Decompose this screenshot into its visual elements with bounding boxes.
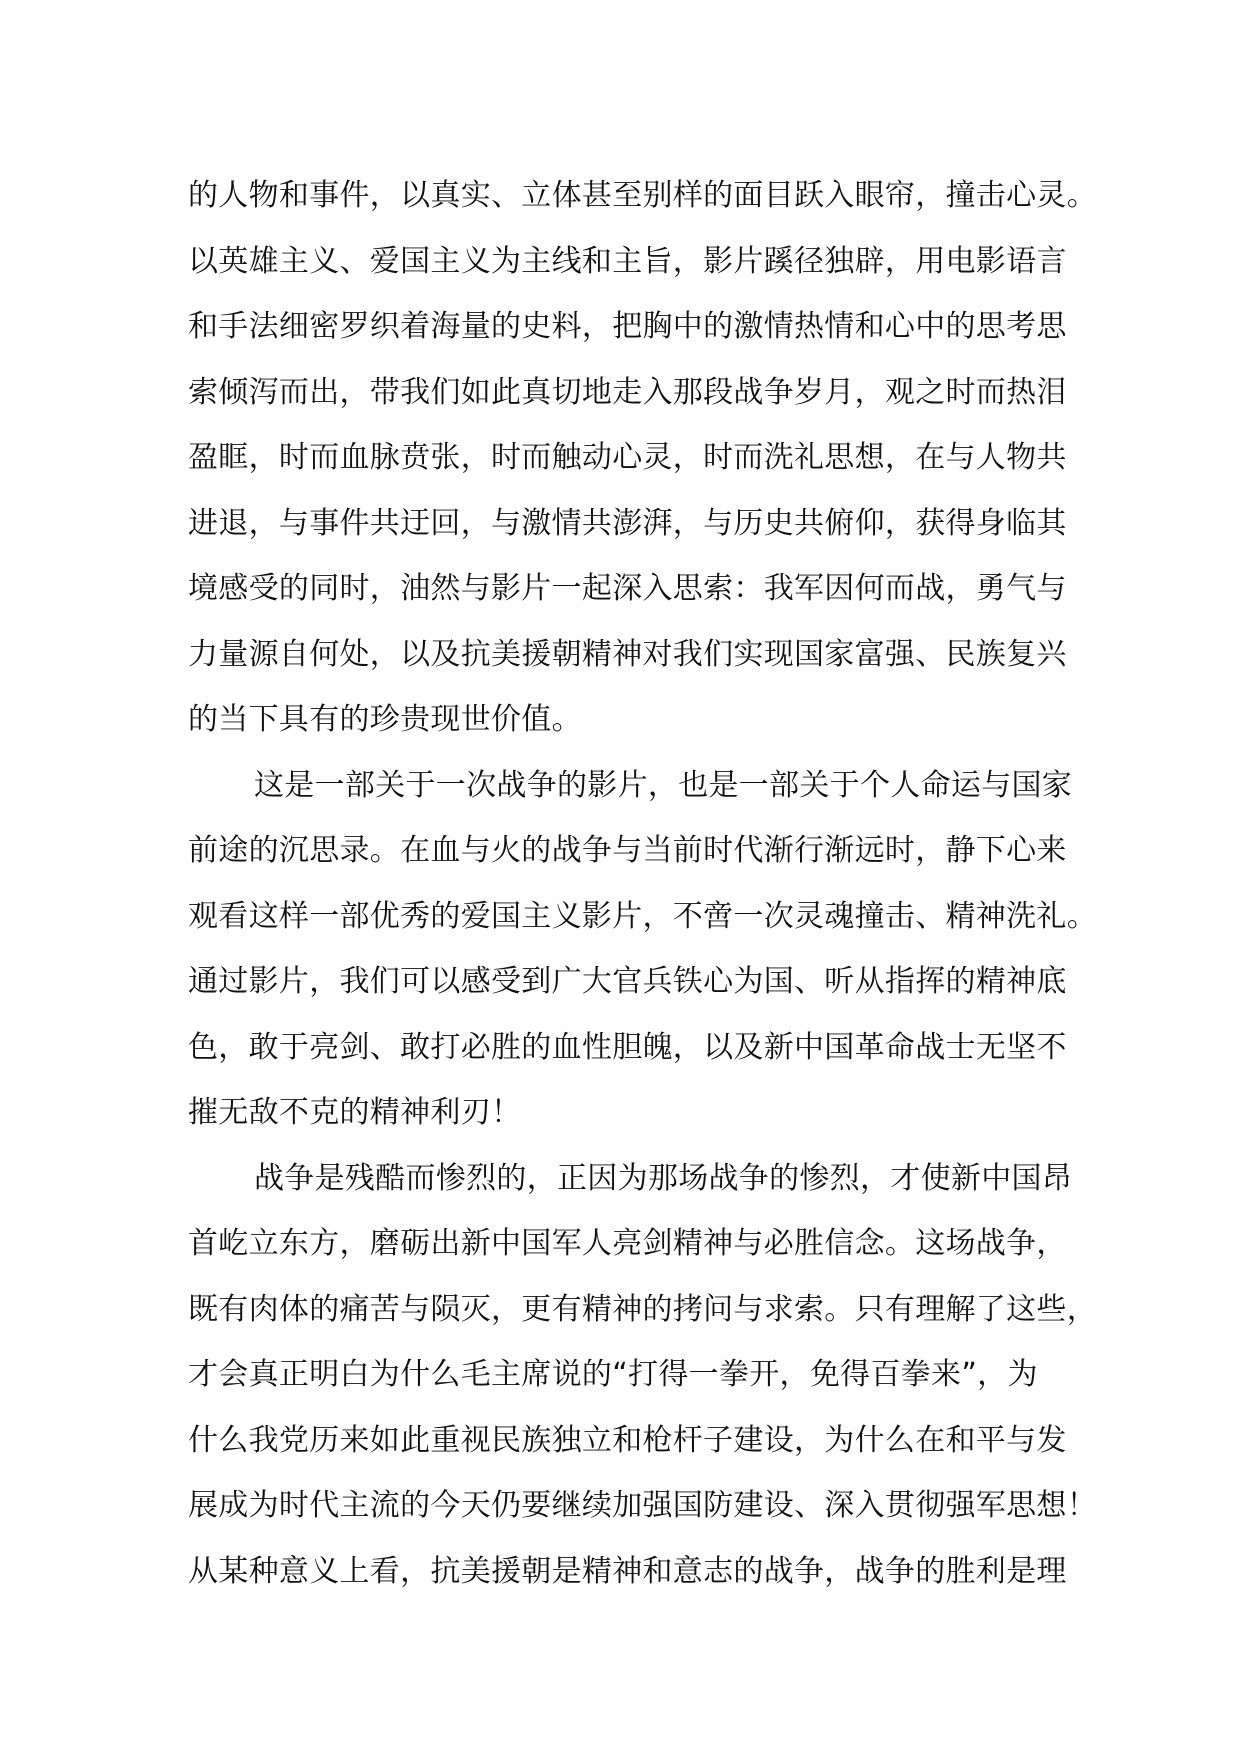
- paragraph-line: 索倾泻而出，带我们如此真切地走入那段战争岁月，观之时而热泪: [188, 374, 1067, 410]
- paragraph-line: 和手法细密罗织着海量的史料，把胸中的激情热情和心中的思考思: [188, 309, 1067, 344]
- paragraph-line: 摧无敌不克的精神利刃！: [188, 1095, 522, 1130]
- paragraph-line: 什么我党历来如此重视民族独立和枪杆子建设，为什么在和平与发: [188, 1422, 1067, 1458]
- paragraph-line: 前途的沉思录。在血与火的战争与当前时代渐行渐远时，静下心来: [188, 833, 1067, 868]
- paragraph-line: 首屹立东方，磨砺出新中国军人亮剑精神与必胜信念。这场战争，: [188, 1226, 1067, 1261]
- paragraph-line: 的当下具有的珍贵现世价值。: [188, 702, 582, 737]
- paragraph-line: 观看这样一部优秀的爱国主义影片，不啻一次灵魂撞击、精神洗礼。: [188, 898, 1097, 934]
- paragraph-line: 进退，与事件共迂回，与激情共澎湃，与历史共俯仰，获得身临其: [188, 505, 1067, 541]
- paragraph-line: 色，敢于亮剑、敢打必胜的血性胆魄，以及新中国革命战士无坚不: [188, 1029, 1067, 1065]
- paragraph-line: 从某种意义上看，抗美援朝是精神和意志的战争，战争的胜利是理: [188, 1553, 1067, 1589]
- paragraph-line: 才会真正明白为什么毛主席说的“打得一拳开，免得百拳来”，为: [188, 1357, 1038, 1392]
- paragraph-line: 境感受的同时，油然与影片一起深入思索：我军因何而战，勇气与: [188, 571, 1067, 606]
- paragraph-line: 的人物和事件，以真实、立体甚至别样的面目跃入眼帘，撞击心灵。: [188, 178, 1097, 213]
- paragraph-first-line: 这是一部关于一次战争的影片，也是一部关于个人命运与国家: [254, 767, 1073, 803]
- paragraph-line: 以英雄主义、爱国主义为主线和主旨，影片蹊径独辟，用电影语言: [188, 243, 1067, 279]
- paragraph-first-line: 战争是残酷而惨烈的，正因为那场战争的惨烈，才使新中国昂: [254, 1160, 1073, 1196]
- paragraph-line: 既有肉体的痛苦与陨灭，更有精神的拷问与求索。只有理解了这些，: [188, 1291, 1097, 1327]
- paragraph-line: 通过影片，我们可以感受到广大官兵铁心为国、听从指挥的精神底: [188, 964, 1067, 999]
- paragraph-line: 力量源自何处，以及抗美援朝精神对我们实现国家富强、民族复兴: [188, 636, 1067, 672]
- paragraph-line: 展成为时代主流的今天仍要继续加强国防建设、深入贯彻强军思想！: [188, 1488, 1097, 1523]
- paragraph-line: 盈眶，时而血脉贲张，时而触动心灵，时而洗礼思想，在与人物共: [188, 440, 1067, 475]
- article-body: [188, 163, 1097, 1604]
